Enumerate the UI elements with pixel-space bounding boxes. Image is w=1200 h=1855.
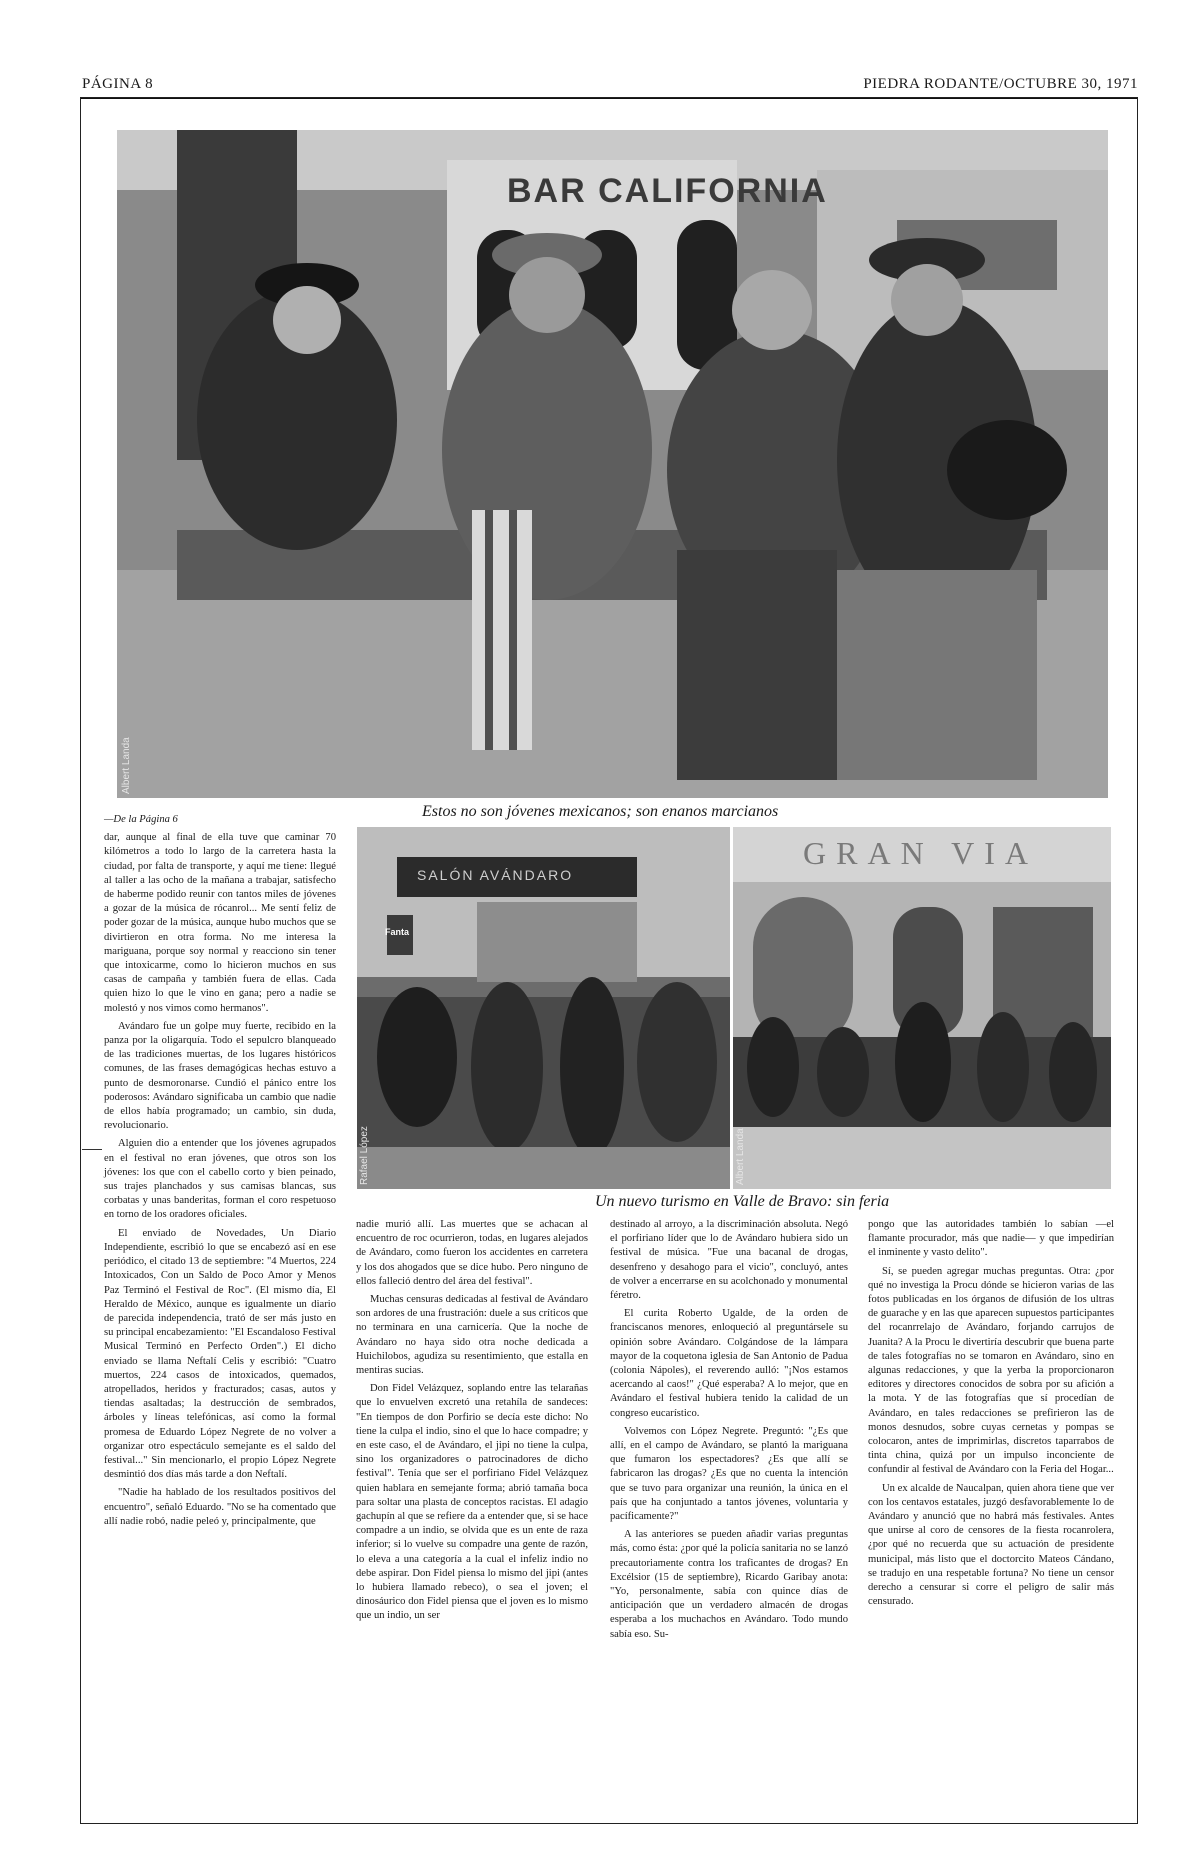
paragraph: El curita Roberto Ugalde, de la orden de franciscanos menores, enloqueció al preguntársele su opinión sobre Avándaro. Colgándose de la lámpara mayor de la coquetona iglesia de San Antonio de Padua (colonia Nápoles), el reverendo aulló: "¡Nos estamos acercando al caos!" ¿Qué esperaba? A lo mejor, que en Avándaro el festival hubiera tenido la calidad de un congreso eucarístico. [610,1308,848,1419]
paragraph: destinado al arroyo, a la discriminación absoluta. Negó el porfiriano líder que lo de Avándaro hubiera sido un festival de música. "Fue una bacanal de drogas, desenfreno y desahogo para el vicio", concluyó, antes de volver a encerrarse en su acolchonado y monumental féretro. [610,1219,848,1302]
paragraph: Sí, se pueden agregar muchas preguntas. Otra: ¿por qué no investiga la Procu dónde se hicieron varias de las fotos publicadas en los órganos de difusión de los ultras de guarache y en las que aparecen supuestos participantes del rocanrrelajo de Avándaro, forjando carrujos de Juanita? A la Procu le divertiría descubrir que buena parte de tales fotografías no se tomaron en Avándaro, sino en algunas redacciones, y que la yerba la proporcionaron editores y directores conocidos de sobra por su afición a la mota. Y de las fotografías que sí procedían de Avándaro, en tales redacciones se prefirieron las de monos desnudos, sobre cuyas cernetas y pompas se colocaron, antes de imprimirlas, discretos taparrabos de tinta china, quizá por un impulso inconciente de confundir al festival de Avándaro con la Feria del Hogar... [868,1265,1114,1476]
paragraph: A las anteriores se pueden añadir varias preguntas más, como ésta: ¿por qué la policía sanitaria no se lanzó precautoriamente contra los traficantes de drogas? En Excélsior (15 de septiembre), Ricardo Garibay anota: "Yo, personalmente, sabía con quince días de anticipación que un verdadero almacén de drogas esperaba a los muchachos en Avándaro. Todo mundo sabía eso. Su- [610,1529,848,1640]
page-number: PÁGINA 8 [82,76,154,92]
paragraph: Alguien dio a entender que los jóvenes agrupados en el festival no eran jóvenes, que otros son los jóvenes: los que con el cabello corto y bien peinado, sus trajes planchados y sus camisas blancas, sus corbatas y unas banderitas, forman el coro respetuoso en torno de los oradores oficiales. [104,1138,336,1221]
paragraph: "Nadie ha hablado de los resultados positivos del encuentro", señaló Eduardo. "No se ha comentado que allí nadie robó, nadie peleó y, principalmente, que [104,1487,336,1527]
bar-sign: BAR CALIFORNIA [507,172,828,210]
gran-via-photo [733,827,1111,1189]
paragraph: El enviado de Novedades, Un Diario Independiente, escribió lo que se encabezó así en ese periódico, el citado 13 de septiembre: "4 Muertos, 224 Intoxicados, Con un Saldo de Poco Amor y Menos Paz Terminó el Festival de Roc". (El mismo día, El Heraldo de México, aunque es igualmente un diario de parecida independencia, trató de ser más justo en su principal encabezamiento: "El Escandaloso Festival Musical Terminó en Perfecto Orden".) El dicho enviado se llama Neftalí Celis y escribió: "Cuatro muertos, 224 casos de intoxicados, quemados, atropellados, heridos y fracturados; casas, autos y tiendas asaltadas; la destrucción de sembrados, árboles y líneas telefónicas, así como la formal promesa de Eduardo López Negrete de no volver a organizar otro espectáculo semejante es el saldo del festival..." Sin mencionarlo, el propio López Negrete desmintió dos días más tarde a don Neftalí. [104,1227,336,1481]
column-margin-mark [82,1149,102,1150]
gran-via-sign: GRAN VIA [803,835,1038,871]
left-photo-credit: Rafael López [359,1126,370,1185]
article-column-4 [868,1218,1114,1613]
paragraph: Avándaro fue un golpe muy fuerte, recibido en la panza por la oligarquía. Todo el sepulcro blanqueado de las tradiciones muertas, de los lugares históricos comunes, de las frases demagógicas hechas estuvo a punto de desmoronarse. Cundió el pánico entre los poderosos: Avándaro significaba un cambio que nadie de ellos había programado; un cambio, sin duda, revolucionario. [104,1020,336,1132]
salon-sign: SALÓN AVÁNDARO [417,867,574,883]
article-column-2 [356,1218,588,1628]
paragraph: nadie murió allí. Las muertes que se achacan al encuentro de roc ocurrieron, todas, en lugares alejados de Avándaro, como fueron los accidentes en carretera y los dos ahogados que se dice hubo. Pero ninguno de ellos falleció dentro del área del festival". [356,1219,588,1287]
main-photo-caption: Estos no son jóvenes mexicanos; son enanos marcianos [422,803,779,820]
main-photo [117,130,1108,798]
right-photo-credit: Albert Landa [735,1128,746,1185]
paragraph: dar, aunque al final de ella tuve que caminar 70 kilómetros a todo lo largo de la carretera hasta la ciudad, por falta de transporte, y aquí me tiene: llegué al taller a las ocho de la mañana a trabajar, satisfecho de haberme podido reunir con tantos miles de jóvenes a gozar de la música de rócanrol... Me sentí feliz de poder gozar de la música, aunque hubo muchos que se divirtieron en otra forma. No me interesa la mariguana, porque soy normal y reacciono sin tener que intoxicarme, como lo hicieron muchos en sus casas de campaña y también fuera de ellas. Cada quien hizo lo que le vino en gana; pero a nadie se molestó y nos vimos como hermanos". [104,832,336,1014]
article-column-1 [104,813,336,1533]
lower-photos-caption: Un nuevo turismo en Valle de Bravo: sin feria [595,1193,890,1210]
paragraph: Don Fidel Velázquez, soplando entre las telarañas que lo envuelven excretó una retahíla de sandeces: "En tiempos de don Porfirio se decía este dicho: No tiene la culpa el indio, sino el que lo hace compadre; y en este caso, el de Avándaro, el jipi no tiene la culpa, sino los organizadores o patrocinadores de dicho festival". Tenía que ser el porfiriano Fidel Velázquez quien hablara en semejante forma; abrió tamaña boca para soltar una plasta de conceptos racistas. El adagio gachupín al que se refiere da a entender que, si se hace compadre a un indio, se olvida que es un ente de raza inferior; si lo vuelve su compadre una gente de razón, lo eleva a una categoría a la cual el infeliz indio no debe aspirar. Don Fidel piensa lo mismo del jipi (antes lo hubiera llamado rebeco), o sea el joven; el dinosáurico don Fidel piensa que el joven es lo mismo que un indio, un ser [356,1383,588,1622]
article-column-3 [610,1218,848,1646]
publication-dateline: PIEDRA RODANTE/OCTUBRE 30, 1971 [863,76,1138,92]
paragraph: pongo que las autoridades también lo sabían —el flamante procurador, más que nadie— y que impedirían el inminente y vasto delito". [868,1219,1114,1259]
avandaro-crowd-photo [357,827,730,1189]
continued-from-line: —De la Página 6 [104,814,178,825]
paragraph: Volvemos con López Negrete. Preguntó: "¿Es que allí, en el campo de Avándaro, se plantó la mariguana que fumaron los espectadores? ¿Es que allí se fabricaron las drogas? ¿Es que no cuenta la intención que se tuvo para organizar una reunión, la única en el país que ha conjuntado a tantos jóvenes, voluntaria y pacíficamente?" [610,1425,848,1523]
fanta-sign: Fanta [385,927,410,937]
paragraph: Un ex alcalde de Naucalpan, quien ahora tiene que ver con los centavos estatales, juzgó desfavorablemente lo de Avándaro y anunció que no habrá más festivales. Antes que unirse al coro de censores de la fiesta rocanrolera, ¿por qué no recuerda que su actuación de presidente municipal, más listo que el doctorcito Mateos Cándano, se tradujo en una respetable fortuna? No tiene un censor derecho a censurar si corre el peligro de salir más censurado. [868,1482,1114,1608]
paragraph: Muchas censuras dedicadas al festival de Avándaro son ardores de una frustración: duele a sus críticos que no terminara en una carnicería. Que la noche de Avándaro no haya sido otra noche dedicada a Huichilobos, agudiza su resentimiento, que estalla en mentiras sucias. [356,1294,588,1377]
main-photo-credit: Albert Landa [121,737,132,794]
